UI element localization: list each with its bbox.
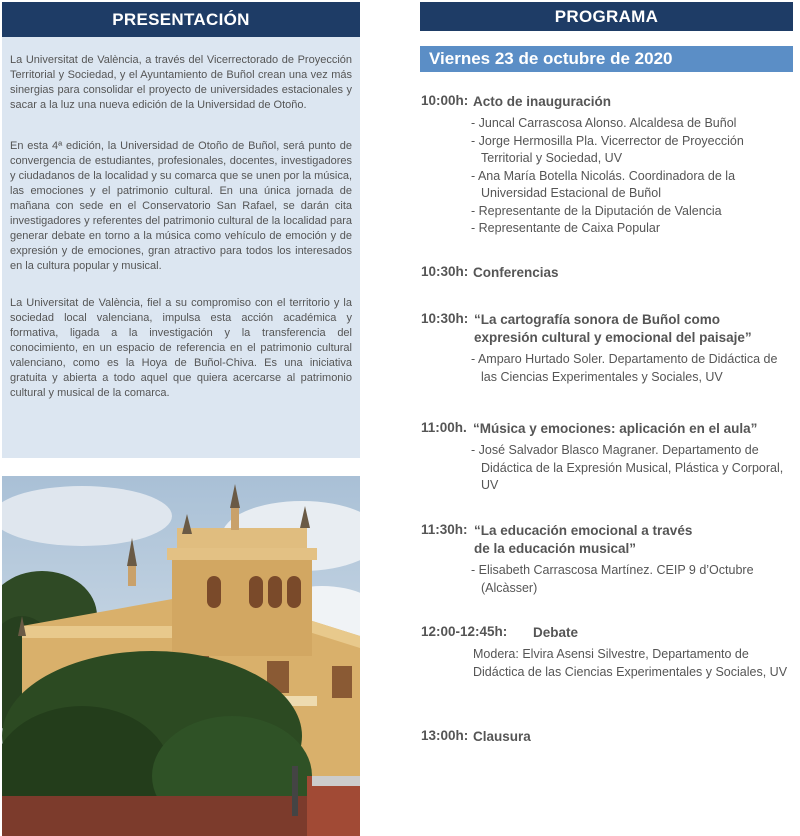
event-time: 12:00-12:45h: [421,624,508,639]
event-clausura [421,728,796,746]
event-cartografia-sonora [421,311,796,386]
programa-date-bar: Viernes 23 de octubre de 2020 [420,46,793,72]
presentacion-paragraph-3: La Universitat de València, fiel a su compromiso con el territorio y la sociedad local valenciana, impulsa esta acción académica y formativa, ligada a la investigación y la transferencia del conocimiento, en un espacio de referencia en el patrimonio cultural valenciano, como es la Hoya de Buñol-Chiva. Es una iniciativa gratuita y abierta a todo aquel que quiera acercarse al patrimonio cultural y musical de la comarca. [10,297,352,399]
presentacion-paragraph-1: La Universitat de València, a través del Vicerrectorado de Proyección Territorial y Sociedad, y el Ayuntamiento de Buñol crean una vez más sinergias para consolidar el proyecto de universidades estacionales y sacar a la luz una nueva edición de la Universidad de Otoño. [10,54,352,111]
event-time: 10:00h: [421,93,469,108]
event-title: “La cartografía sonora de Buñol como expresión cultural y emocional del paisaje” [474,312,752,345]
event-time: 11:00h. [421,420,467,435]
event-conferencias [421,264,796,282]
event-time: 10:30h: [421,264,469,279]
event-inauguracion [421,93,796,238]
event-participant: - Representante de Caixa Popular [471,221,661,235]
event-participant: - José Salvador Blasco Magraner. Departamento de Didáctica de la Expresión Musical, Plástica y Corporal, UV [471,443,784,492]
event-title: Conferencias [473,265,559,280]
presentacion-heading: PRESENTACIÓN [2,2,360,37]
event-moderator: Modera: Elvira Asensi Silvestre, Departamento de Didáctica de las Ciencias Experimentales y Sociales, UV [473,647,788,679]
event-title: “Música y emociones: aplicación en el aula” [473,421,758,436]
event-time: 11:30h: [421,522,468,537]
event-time: 13:00h: [421,728,469,743]
programa-heading: PROGRAMA [420,2,793,31]
event-title: “La educación emocional a través de la educación musical” [474,523,693,556]
event-participant: - Representante de la Diputación de Valencia [471,203,722,218]
event-participant: - Juncal Carrascosa Alonso. Alcaldesa de Buñol [471,116,737,130]
event-educacion-emocional [421,522,796,597]
event-participant: - Elisabeth Carrascosa Martínez. CEIP 9 d’Octubre (Alcàsser) [471,563,754,595]
conservatorio-photo [2,476,360,836]
event-musica-emociones [421,420,796,495]
event-participant: - Jorge Hermosilla Pla. Vicerrector de Proyección Territorial y Sociedad, UV [471,133,744,165]
event-participant: - Ana María Botella Nicolás. Coordinadora de la Universidad Estacional de Buñol [471,168,736,200]
event-time: 10:30h: [421,311,469,326]
event-title: Acto de inauguración [473,94,612,109]
event-title: Debate [533,625,579,640]
presentacion-paragraph-2: En esta 4ª edición, la Universidad de Otoño de Buñol, será punto de convergencia de estudiantes, profesionales, docentes, investigadores y ciudadanos de la localidad y su comarca que se unen por la música, las emociones y el patrimonio cultural. En una única jornada de mañana con sede en el Conservatorio San Rafael, se darán cita investigadores y referentes del patrimonio cultural de la localidad para generar debate en torno a la música como vehículo de emoción y de expresión y de emociones, gran atractivo para todos los interesados en la cultura popular y musical. [10,140,352,272]
event-debate [421,624,796,681]
event-participant: - Amparo Hurtado Soler. Departamento de Didáctica de las Ciencias Experimentales y Sociales, UV [471,352,778,384]
event-title: Clausura [473,729,531,744]
